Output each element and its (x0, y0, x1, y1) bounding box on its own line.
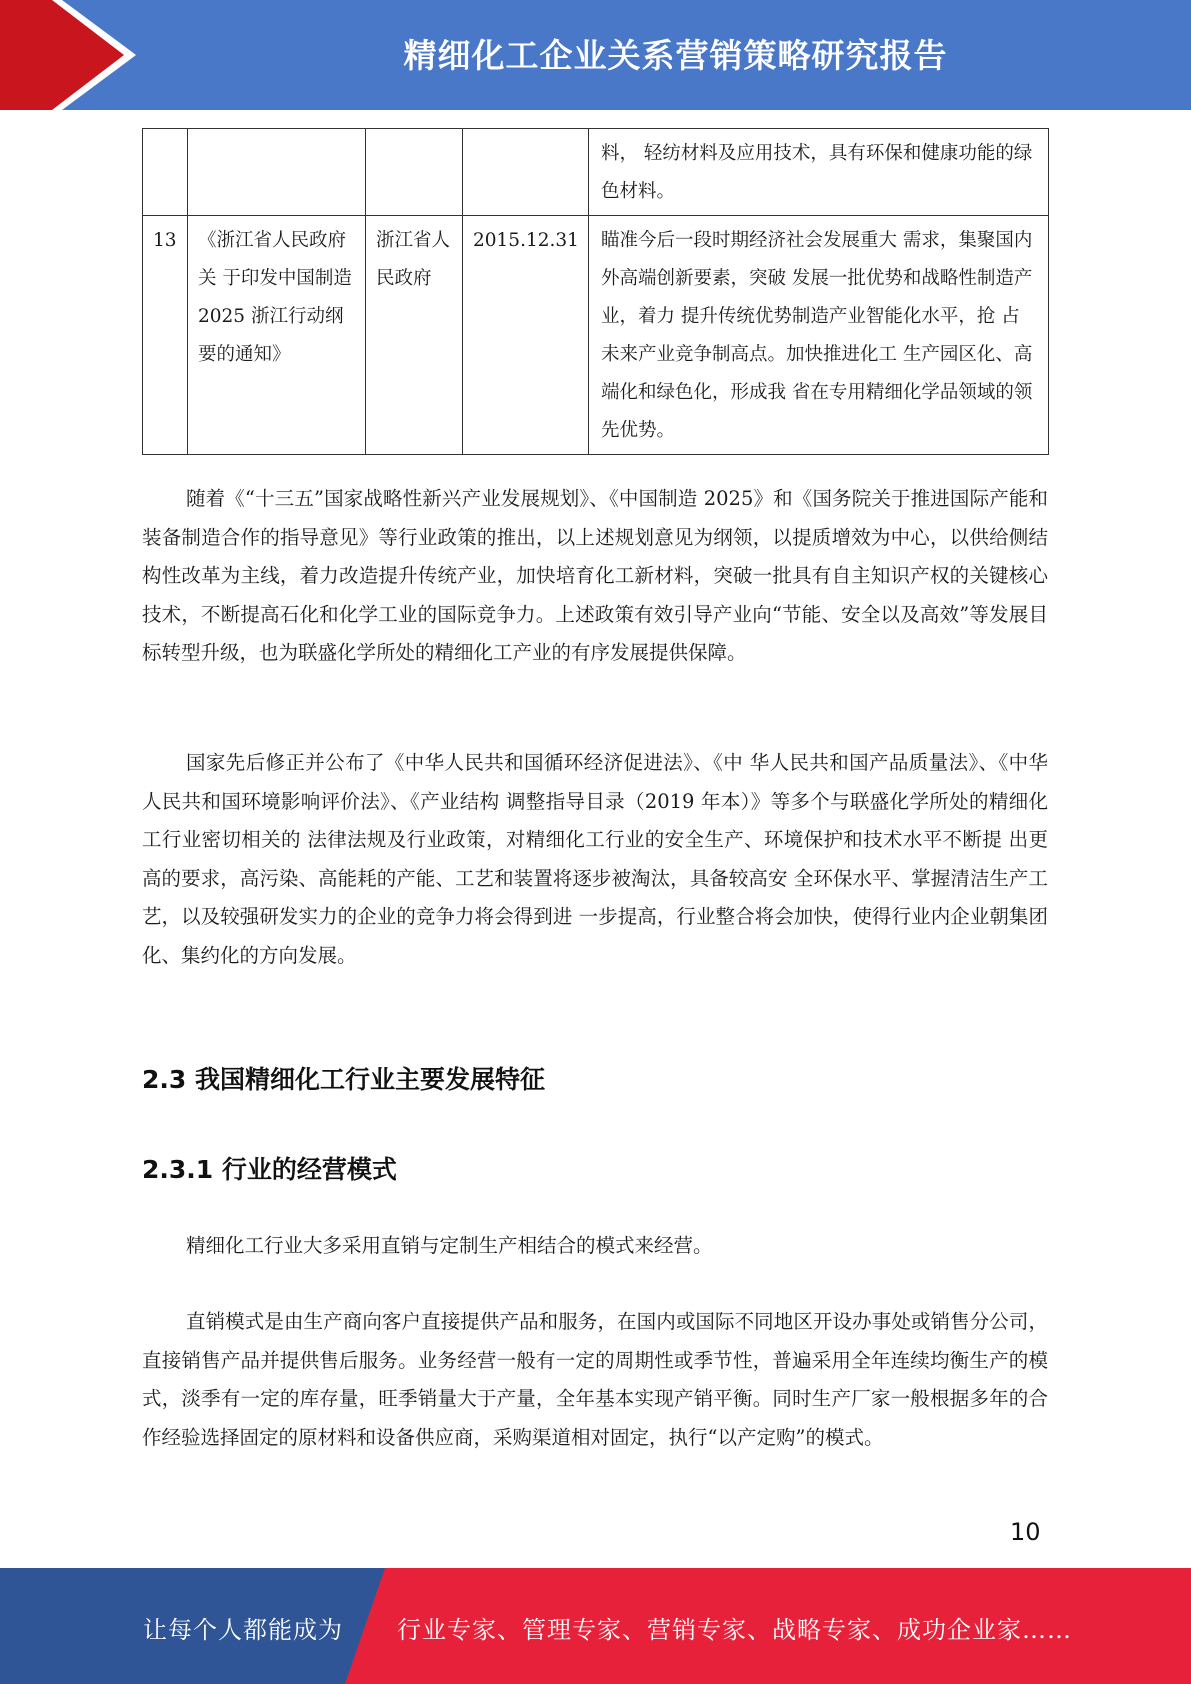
paragraph-policy-guidance: 随着《“十三五”国家战略性新兴产业发展规划》、《中国制造 2025》和《国务院关于推进国际产能和装备制造合作的指导意见》等行业政策的推出，以上述规划意见为纲领，以提质增效为中心，以供给侧结构性改革为主线，着力改造提升传统产业，加快培育化工新材料，突破一批具有自主知识产权的关键核心技术，不断提高石化和化学工业的国际竞争力。上述政策有效引导产业向“节能、安全以及高效”等发展目标转型升级，也为联盛化学所处的精细化工产业的有序发展提供保障。 (142, 487, 1048, 664)
footer-banner (0, 1568, 1191, 1684)
table-cell-name: 《浙江省人民政府关 于印发中国制造 2025 浙江行动纲要的通知》 (188, 216, 366, 455)
paragraph-business-model: 精细化工行业大多采用直销与定制生产相结合的模式来经营。 (186, 1234, 713, 1257)
table-cell-issuer: 浙江省人民政府 (366, 216, 463, 455)
page-number: 10 (1010, 1518, 1041, 1546)
paragraph-laws-regulations: 国家先后修正并公布了《中华人民共和国循环经济促进法》、《中 华人民共和国产品质量法》、《中华人民共和国环境影响评价法》、《产业结构 调整指导目录（2019 年本）》等多个与联盛化学所处的精细化工行业密切相关的 法律法规及行业政策，对精细化工行业的安全生产、环境保护和技术水平不断提 出更高的要求，高污染、高能耗的产能、工艺和装置将逐步被淘汰，具备较高安 全环保水平、掌握清洁生产工艺，以及较强研发实力的企业的竞争力将会得到进 一步提高，行业整合将会加快，使得行业内企业朝集团化、集约化的方向发展。 (142, 751, 1048, 967)
table-cell-issuer (366, 129, 463, 216)
policy-table (142, 128, 1049, 455)
table-cell-date: 2015.12.31 (463, 216, 589, 455)
table-cell-content: 瞄准今后一段时期经济社会发展重大 需求，集聚国内外高端创新要素，突破 发展一批优势和战略性制造产业，着力 提升传统优势制造产业智能化水平，抢 占未来产业竞争制高点。加快推进化工 生产园区化、高端化和绿色化，形成我 省在专用精细化学品领域的领先优势。 (589, 216, 1049, 455)
table-cell-date (463, 129, 589, 216)
table-row (143, 129, 1049, 216)
table-row (143, 216, 1049, 455)
table-cell-no (143, 129, 188, 216)
footer-slogan-left: 让每个人都能成为 (143, 1616, 343, 1644)
section-heading-2-3-1: 2.3.1 行业的经营模式 (142, 1155, 397, 1184)
paragraph-direct-sales: 直销模式是由生产商向客户直接提供产品和服务，在国内或国际不同地区开设办事处或销售分公司，直接销售产品并提供售后服务。业务经营一般有一定的周期性或季节性，普遍采用全年连续均衡生产的模式，淡季有一定的库存量，旺季销量大于产量，全年基本实现产销平衡。同时生产厂家一般根据多年的合作经验选择固定的原材料和设备供应商，采购渠道相对固定，执行“以产定购”的模式。 (142, 1310, 1048, 1449)
table-cell-no: 13 (143, 216, 188, 455)
red-chevron-icon (0, 0, 160, 110)
report-title: 精细化工企业关系营销策略研究报告 (403, 36, 948, 75)
section-heading-2-3: 2.3 我国精细化工行业主要发展特征 (142, 1065, 545, 1094)
table-cell-content: 料， 轻纺材料及应用技术，具有环保和健康功能的绿色材料。 (589, 129, 1049, 216)
header-banner (0, 0, 1191, 110)
table-cell-name (188, 129, 366, 216)
footer-slogan-right: 行业专家、管理专家、营销专家、战略专家、成功企业家…… (397, 1616, 1072, 1644)
